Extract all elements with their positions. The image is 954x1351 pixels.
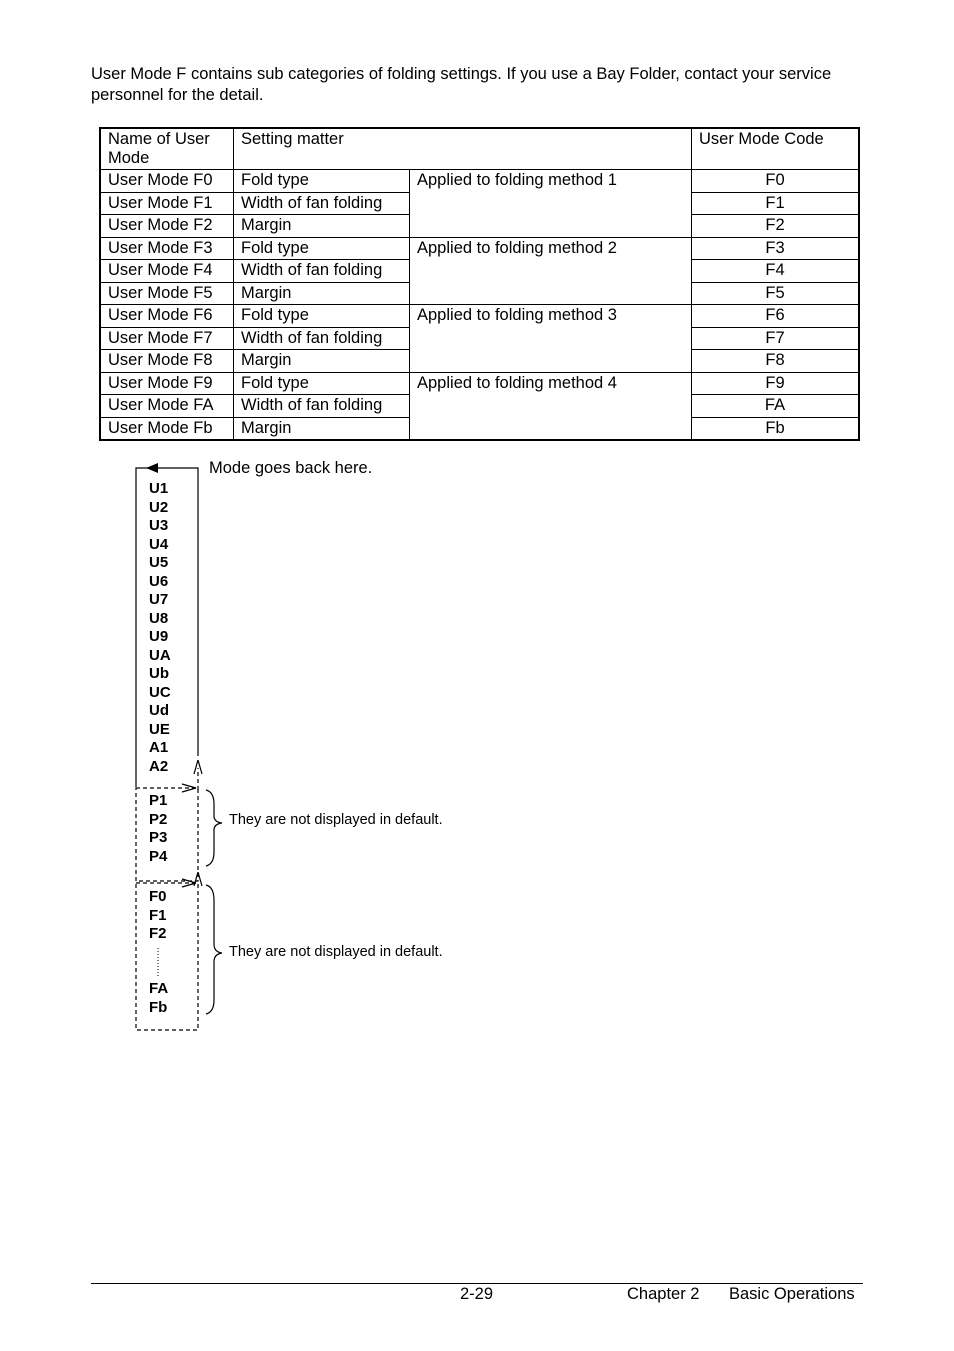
row-code: F6 [692,305,860,328]
row-setting: Fold type [234,170,410,193]
row-name: User Mode F6 [100,305,234,328]
row-name: User Mode F7 [100,327,234,350]
row-code: F9 [692,372,860,395]
list-item: U9 [149,628,169,645]
row-setting: Width of fan folding [234,395,410,418]
row-setting: Margin [234,215,410,238]
list-item: P1 [149,792,168,809]
list-item: Fb [149,998,168,1016]
list-item: A2 [149,757,169,775]
list-item: Ud [149,702,169,719]
p-modes-note: They are not displayed in default. [229,812,443,828]
list-item: P4 [149,847,168,865]
row-name: User Mode F4 [100,260,234,283]
list-item: U4 [149,535,169,553]
list-item: UC [149,683,171,701]
list-item: U3 [149,517,169,534]
group-label: Applied to folding method 1 [410,170,692,238]
row-code: F5 [692,282,860,305]
header-code: User Mode Code [692,128,860,170]
list-item: U1 [149,480,169,497]
header-setting: Setting matter [234,128,692,170]
row-setting: Width of fan folding [234,192,410,215]
list-item: Ub [149,665,169,682]
row-name: User Mode F1 [100,192,234,215]
row-setting: Width of fan folding [234,260,410,283]
row-code: F2 [692,215,860,238]
brace-icon [206,885,222,1014]
row-code: F0 [692,170,860,193]
row-code: F8 [692,350,860,373]
row-name: User Mode Fb [100,417,234,440]
footer-chapter: Chapter 2 [627,1285,700,1303]
row-code: F1 [692,192,860,215]
row-setting: Margin [234,417,410,440]
row-code: Fb [692,417,860,440]
arrow-up-icon [194,872,202,886]
row-setting: Margin [234,282,410,305]
header-name: Name of User Mode [100,128,234,170]
group-label: Applied to folding method 2 [410,237,692,305]
list-item: FA [149,980,169,997]
footer-divider [91,1283,863,1284]
row-name: User Mode F8 [100,350,234,373]
row-setting: Fold type [234,237,410,260]
intro-paragraph: User Mode F contains sub categories of folding settings. If you use a Bay Folder, contact your service personnel for the detail. [91,65,832,104]
list-item: F0 [149,888,167,905]
list-item: P3 [149,829,168,846]
row-code: FA [692,395,860,418]
row-code: F4 [692,260,860,283]
list-item: U6 [149,572,169,590]
list-item: F1 [149,906,167,924]
row-name: User Mode F3 [100,237,234,260]
list-item: UE [149,720,170,738]
f-mode-list-bottom [149,980,168,1017]
page-number: 2-29 [460,1285,494,1303]
u-mode-list [149,480,171,776]
row-setting: Fold type [234,372,410,395]
mode-back-label: Mode goes back here. [209,459,373,477]
arrow-back-head [146,463,158,473]
row-name: User Mode F5 [100,282,234,305]
f-modes-note: They are not displayed in default. [229,944,443,960]
list-item: A1 [149,739,169,756]
row-code: F3 [692,237,860,260]
list-item: P2 [149,810,168,828]
row-setting: Fold type [234,305,410,328]
row-name: User Mode F9 [100,372,234,395]
arrow-up-icon [194,760,202,774]
list-item: UA [149,646,171,664]
group-label: Applied to folding method 3 [410,305,692,373]
list-item: U7 [149,591,169,608]
row-name: User Mode F0 [100,170,234,193]
row-name: User Mode F2 [100,215,234,238]
list-item: F2 [149,925,167,942]
row-setting: Width of fan folding [234,327,410,350]
list-item: U5 [149,554,169,571]
row-setting: Margin [234,350,410,373]
f-mode-list-top [149,888,167,944]
footer-title: Basic Operations [729,1285,855,1303]
list-item: U8 [149,609,169,627]
row-code: F7 [692,327,860,350]
p-mode-list [149,792,167,866]
row-name: User Mode FA [100,395,234,418]
brace-icon [206,790,222,866]
list-item: U2 [149,498,169,516]
group-label: Applied to folding method 4 [410,372,692,440]
